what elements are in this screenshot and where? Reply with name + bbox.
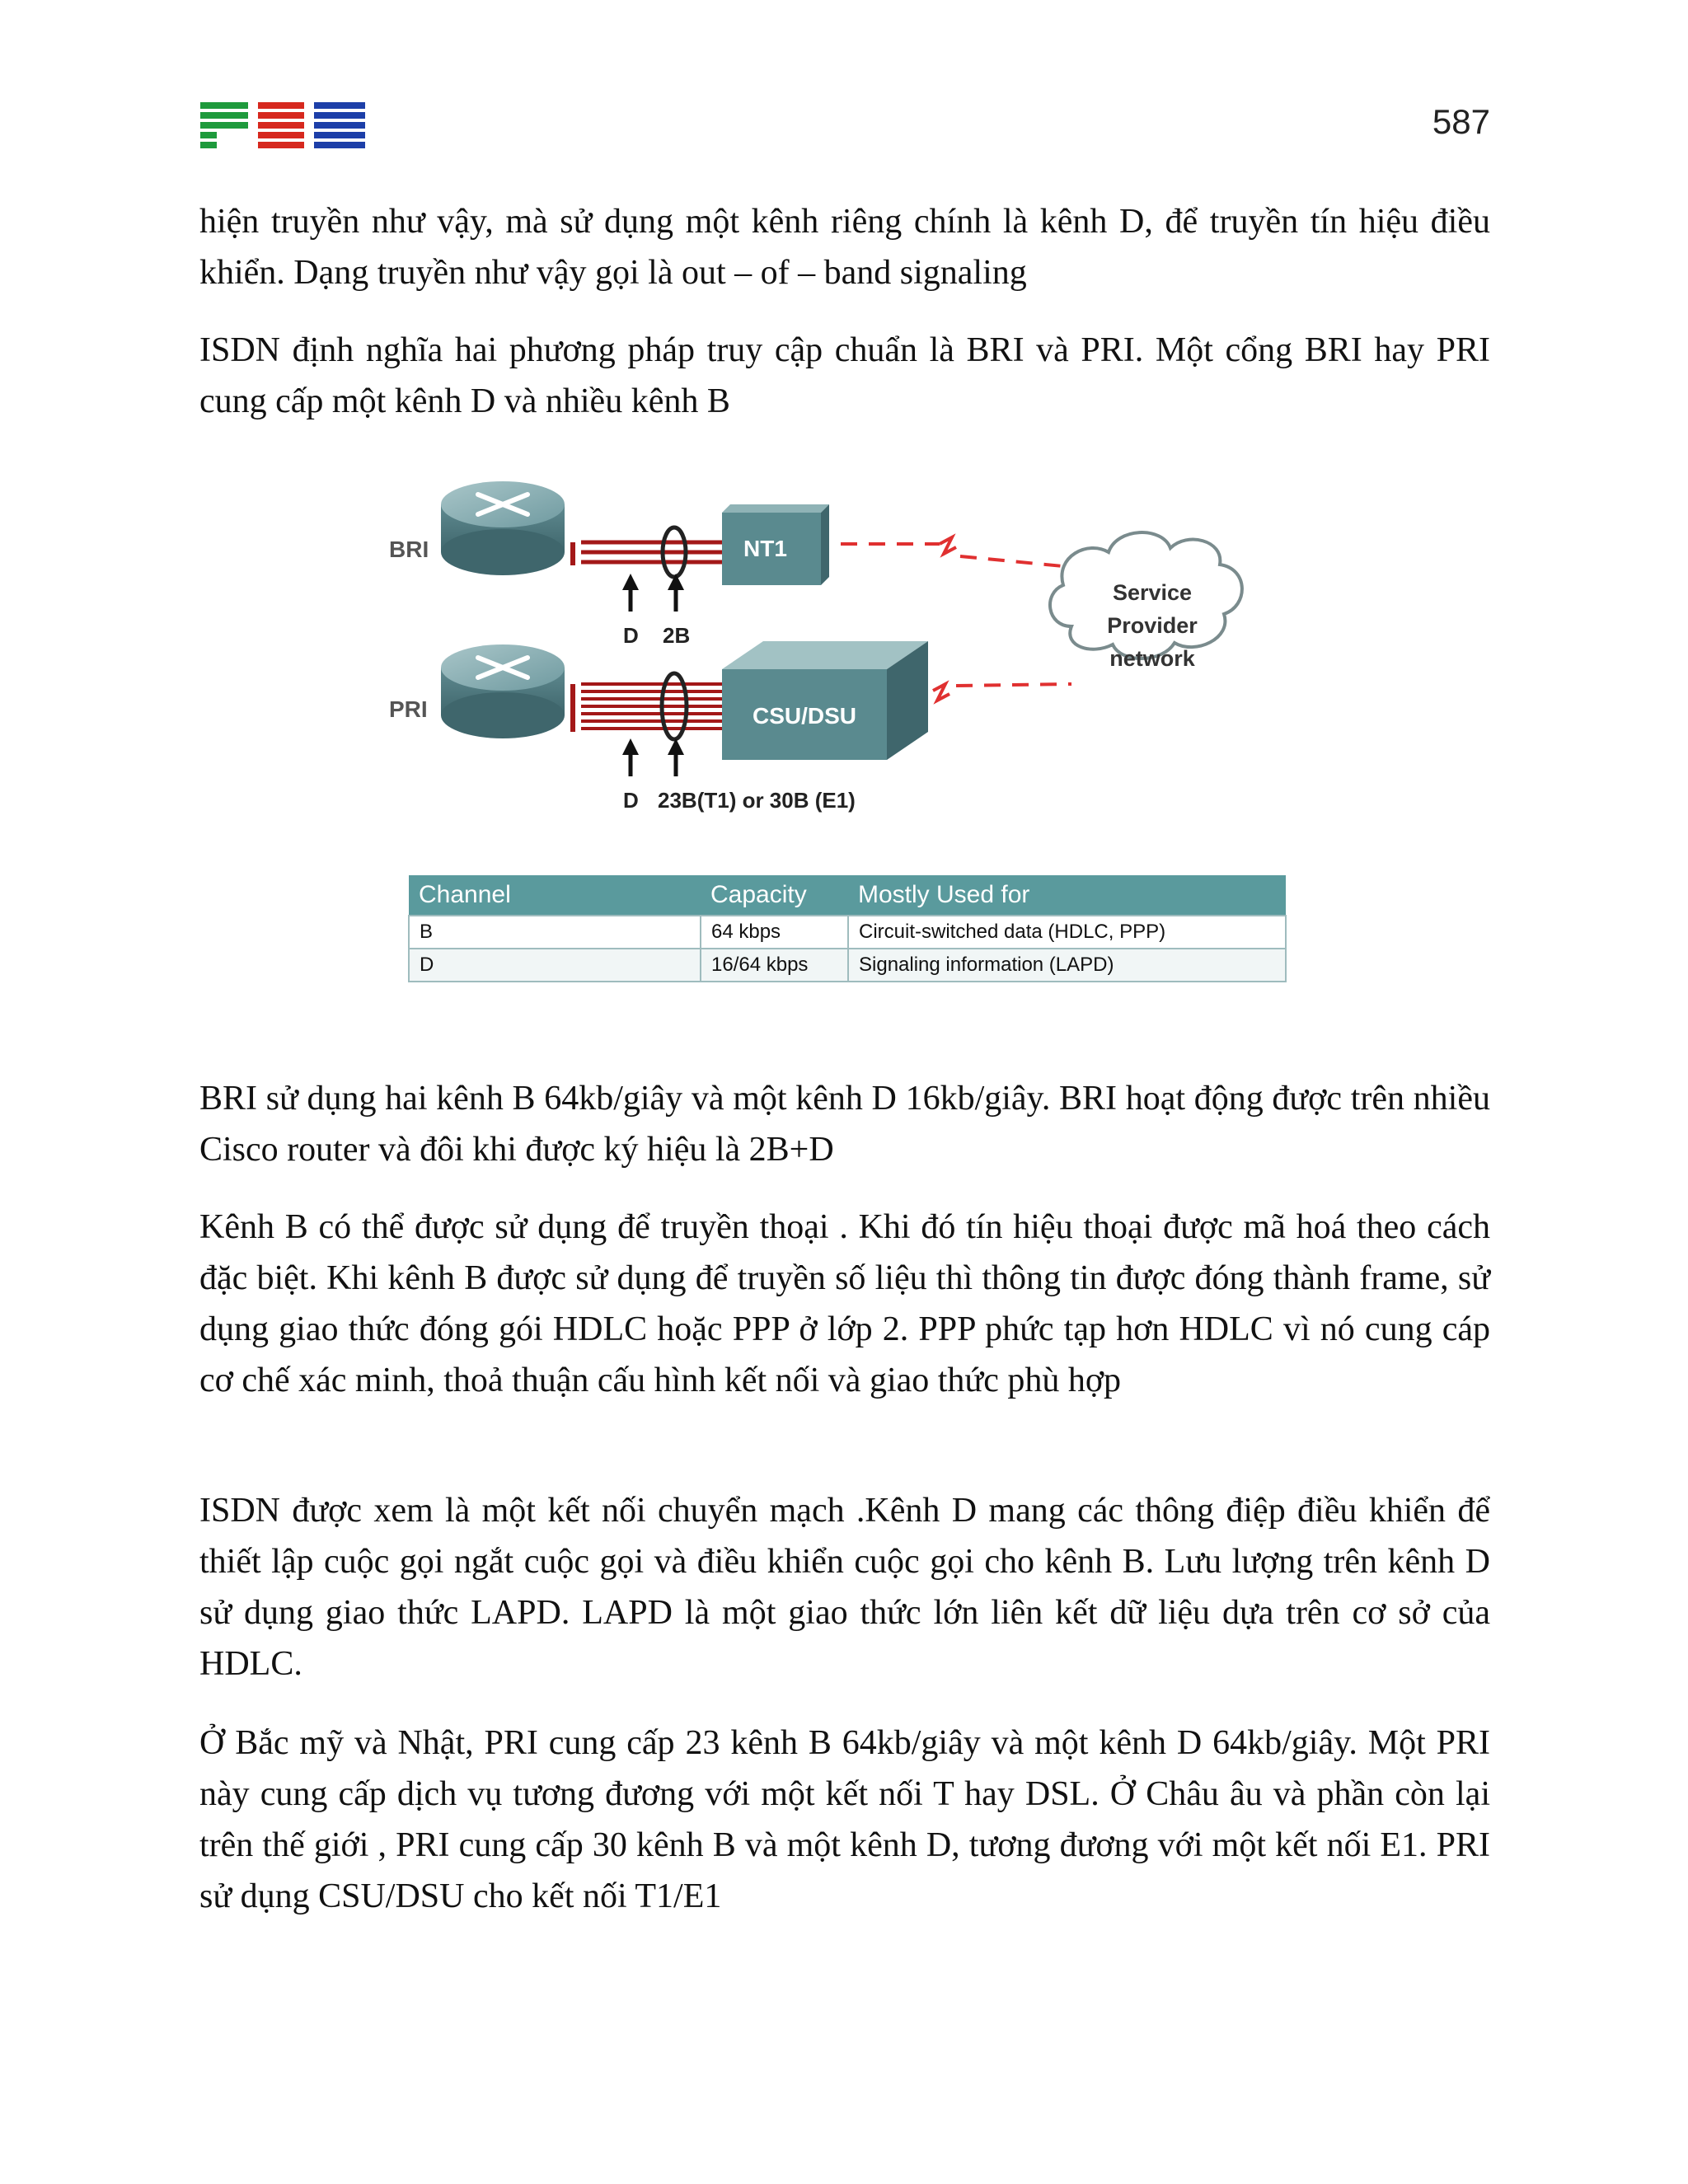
paragraph-5: ISDN được xem là một kết nối chuyển mạch .Kênh D mang các thông điệp điều khiển để thiết lập cuộc gọi ngắt cuộc gọi và điều khiển cuộc gọi cho kênh B. Lưu lượng trên kênh D sử dụng giao thức LAPD. LAPD là một giao thức lớn liên kết dữ liệu dựa trên cơ sở của HDLC. [199,1492,1490,1683]
cloud-label-service: Service [1112,580,1193,605]
pri-d-label: D [623,788,639,813]
paragraph-2: ISDN định nghĩa hai phương pháp truy cập chuẩn là BRI và PRI. Một cổng BRI hay PRI cung cấp một kênh D và nhiều kênh B [199,331,1490,420]
bri-label: BRI [389,537,429,562]
paragraph-4: Kênh B có thể được sử dụng để truyền thoại . Khi đó tín hiệu thoại được mã hoá theo cách đặc biệt. Khi kênh B được sử dụng để truyền số liệu thì thông tin được đóng thành frame, sử dụng giao thức đóng gói HDLC hoặc PPP ở lớp 2. PPP phức tạp hơn HDLC vì nó cung cáp cơ chế xác minh, thoả thuận cấu hình kết nối và giao thức phù hợp [199,1208,1490,1399]
page-number: 587 [1432,102,1490,141]
logo-letter-p [200,102,248,148]
pri-channel-lines [570,673,725,739]
cell-usage: Signaling information (LAPD) [848,949,1286,982]
pri-b-label: 23B(T1) or 30B (E1) [658,788,856,813]
pri-label: PRI [389,696,428,722]
cell-channel: D [409,949,701,982]
pnh-logo [200,102,365,148]
column-header-usage: Mostly Used for [848,875,1286,916]
channel-capacity-table [408,875,1287,982]
table-header-row [409,875,1286,916]
column-header-capacity: Capacity [701,875,848,916]
cloud-label-network: network [1109,646,1195,671]
paragraph-6: Ở Bắc mỹ và Nhật, PRI cung cấp 23 kênh B 64kb/giây và một kênh D 64kb/giây. Một PRI này cung cấp dịch vụ tương đương với một kết nối T hay DSL. Ở Châu âu và phần còn lại trên thế giới , PRI cung cấp 30 kênh B và một kênh D, tương đương với một kết nối E1. PRI sử dụng CSU/DSU cho kết nối T1/E1 [199,1724,1490,1915]
bri-wan-link [841,537,1071,567]
cell-channel: B [409,916,701,949]
paragraph-1: hiện truyền như vậy, mà sử dụng một kênh riêng chính là kênh D, để truyền tín hiệu điều khiển. Dạng truyền như vậy gọi là out – of – band signaling [199,203,1490,292]
bri-channel-lines [570,527,725,577]
pri-router [441,644,565,738]
pri-arrows [622,738,684,776]
csu-dsu-device [722,641,928,760]
cloud-label-provider: Provider [1107,613,1198,638]
table-row [409,916,1286,949]
bri-router [441,481,565,575]
isdn-figure [346,462,1360,1005]
bri-d-label: D [623,623,639,648]
table-row [409,949,1286,982]
cell-capacity: 64 kbps [701,916,848,949]
logo-letter-n [258,102,304,148]
cell-usage: Circuit-switched data (HDLC, PPP) [848,916,1286,949]
csu-dsu-label: CSU/DSU [752,703,857,729]
pri-wan-link [933,684,1071,701]
nt1-label: NT1 [743,536,787,561]
paragraph-3: BRI sử dụng hai kênh B 64kb/giây và một kênh D 16kb/giây. BRI hoạt động được trên nhiều Cisco router và đôi khi được ký hiệu là 2B+D [199,1080,1490,1169]
column-header-channel: Channel [409,875,701,916]
bri-2b-label: 2B [663,623,691,648]
bri-arrows [622,574,684,612]
cell-capacity: 16/64 kbps [701,949,848,982]
logo-letter-h [314,102,365,148]
